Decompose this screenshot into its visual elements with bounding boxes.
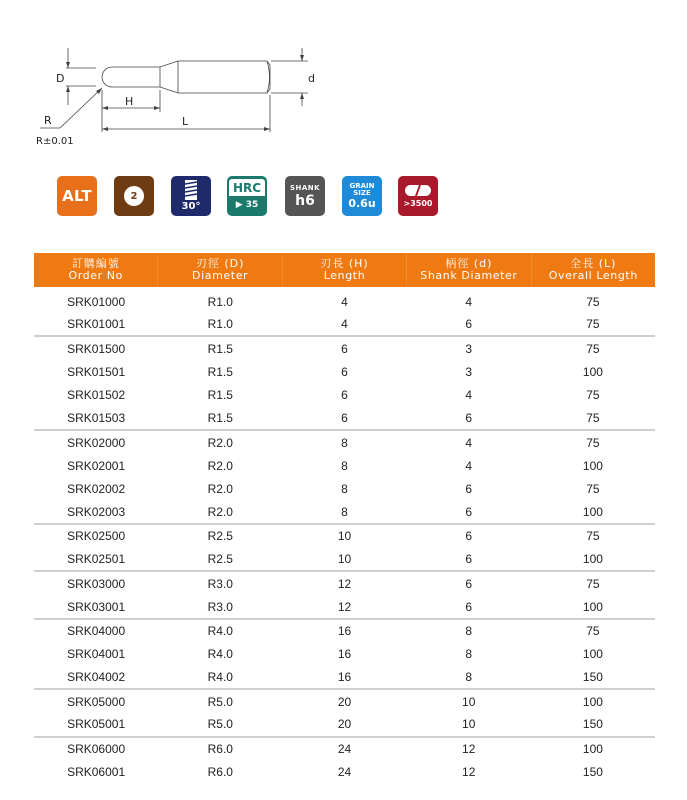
flute-count: 2: [124, 186, 144, 206]
table-row: [34, 478, 655, 501]
shank-diameter-cell: 6: [465, 599, 473, 614]
column-header: [283, 253, 407, 287]
drill-icon: [184, 180, 198, 200]
overall-length-cell: 100: [582, 694, 603, 709]
shank-diameter-cell: 4: [465, 458, 473, 473]
table-row: [34, 290, 655, 313]
table-row: [34, 713, 655, 737]
overall-length-cell: 75: [586, 317, 600, 332]
shank-diameter-cell: 12: [462, 742, 476, 757]
column-header-en: Diameter: [192, 269, 249, 282]
shank-diameter-cell: 6: [465, 317, 473, 332]
order-no-cell: SRK04001: [67, 647, 126, 662]
order-no-cell: SRK06001: [67, 765, 126, 780]
radius-label: R: [44, 114, 52, 127]
overall-length-label: L: [182, 115, 189, 128]
diameter-cell: R3.0: [207, 599, 233, 614]
tool-dimension-diagram: [30, 40, 330, 160]
overall-length-cell: 75: [586, 341, 600, 356]
length-cell: 12: [337, 599, 352, 614]
order-no-cell: SRK02003: [67, 504, 126, 519]
table-row: [34, 454, 655, 477]
table-row: [34, 313, 655, 337]
column-header-en: Length: [323, 269, 366, 282]
shank-diameter-cell: 6: [465, 411, 473, 426]
order-no-cell: SRK02501: [67, 552, 126, 567]
overall-length-cell: 75: [586, 435, 600, 450]
order-no-cell: SRK06000: [67, 742, 126, 757]
table-row: [34, 643, 655, 666]
table-row: [34, 337, 655, 360]
diameter-cell: R1.5: [207, 341, 233, 356]
diameter-cell: R6.0: [207, 765, 233, 780]
length-cell: 20: [337, 717, 352, 732]
tool-outline: [102, 61, 270, 93]
column-header-en: Order No: [68, 269, 123, 282]
table-row: [34, 407, 655, 431]
diameter-cell: R4.0: [207, 624, 233, 639]
overall-length-cell: 100: [582, 552, 603, 567]
diameter-cell: R5.0: [207, 717, 233, 732]
column-header: [34, 253, 158, 287]
overall-length-cell: 75: [586, 482, 600, 497]
overall-length-cell: 100: [582, 742, 603, 757]
length-cell: 8: [341, 504, 348, 519]
shank-diameter-cell: 3: [465, 341, 473, 356]
column-header-en: Overall Length: [548, 269, 638, 282]
length-cell: 20: [337, 694, 352, 709]
shank-diameter-cell: 6: [465, 576, 473, 591]
shank-diameter-cell: 4: [465, 435, 473, 450]
diameter-cell: R5.0: [207, 694, 233, 709]
table-row: [34, 525, 655, 548]
table-row: [34, 501, 655, 525]
radius-tolerance-label: R±0.01: [36, 136, 74, 147]
length-cell: 10: [337, 529, 352, 544]
order-no-cell: SRK02000: [67, 435, 126, 450]
column-header-zh: 訂購編號: [71, 257, 120, 270]
length-cell: 24: [337, 742, 352, 757]
overall-length-cell: 75: [586, 411, 600, 426]
shank-diameter-cell: 4: [465, 294, 473, 309]
table-row: [34, 384, 655, 407]
column-header: [407, 253, 531, 287]
diameter-cell: R1.5: [207, 411, 233, 426]
shank-diameter-cell: 6: [465, 504, 473, 519]
order-no-cell: SRK01500: [67, 341, 126, 356]
length-cell: 6: [341, 411, 348, 426]
two-flute-icon: [114, 176, 154, 216]
length-cell: 16: [337, 670, 352, 685]
shank-tolerance-icon: SHANK h6: [285, 176, 325, 216]
order-no-cell: SRK01503: [67, 411, 126, 426]
order-no-cell: SRK04002: [67, 670, 126, 685]
overall-length-cell: 75: [586, 576, 600, 591]
length-cell: 16: [337, 624, 352, 639]
specification-table: [34, 253, 655, 784]
diameter-cell: R2.0: [207, 435, 233, 450]
table-row: [34, 361, 655, 384]
diameter-cell: R6.0: [207, 742, 233, 757]
diameter-cell: R1.0: [207, 317, 233, 332]
table-row: [34, 548, 655, 572]
table-row: [34, 595, 655, 619]
shank-diameter-cell: 4: [465, 388, 473, 403]
shank-diameter-cell: 8: [465, 647, 473, 662]
length-cell: 6: [341, 341, 348, 356]
length-cell: 12: [337, 576, 352, 591]
overall-length-cell: 75: [586, 388, 600, 403]
hardness-icon: HRC ▶ 35: [227, 176, 267, 216]
diameter-cell: R2.5: [207, 529, 233, 544]
column-header: [532, 253, 655, 287]
diameter-cell: R3.0: [207, 576, 233, 591]
speed-icon: >3500: [398, 176, 438, 216]
shank-diameter-cell: 8: [465, 624, 473, 639]
overall-length-cell: 150: [582, 765, 603, 780]
column-header-zh: 刃長 (H): [320, 257, 369, 270]
column-header-en: Shank Diameter: [420, 269, 518, 282]
length-cell: 4: [341, 294, 348, 309]
order-no-cell: SRK01001: [67, 317, 126, 332]
overall-length-cell: 100: [582, 458, 603, 473]
column-header-zh: 刃徑 (D): [195, 257, 245, 270]
shank-diameter-cell: 3: [465, 365, 473, 380]
overall-length-cell: 75: [586, 529, 600, 544]
order-no-cell: SRK04000: [67, 624, 126, 639]
length-cell: 24: [337, 765, 352, 780]
diameter-cell: R4.0: [207, 647, 233, 662]
order-no-cell: SRK03001: [67, 599, 126, 614]
length-cell: 16: [337, 647, 352, 662]
overall-length-cell: 75: [586, 624, 600, 639]
order-no-cell: SRK02500: [67, 529, 126, 544]
shank-diameter-cell: 6: [465, 529, 473, 544]
shank-diameter-cell: 10: [462, 694, 476, 709]
diameter-cell: R1.0: [207, 294, 233, 309]
order-no-cell: SRK05000: [67, 694, 126, 709]
shank-diameter-cell: 6: [465, 552, 473, 567]
overall-length-cell: 150: [582, 670, 603, 685]
overall-length-cell: 150: [582, 717, 603, 732]
overall-length-cell: 100: [582, 599, 603, 614]
diameter-cell: R1.5: [207, 388, 233, 403]
diameter-cell: R2.0: [207, 458, 233, 473]
order-no-cell: SRK02002: [67, 482, 126, 497]
column-header: [158, 253, 282, 287]
length-label: H: [125, 95, 134, 108]
order-no-cell: SRK01501: [67, 365, 126, 380]
shank-diameter-cell: 8: [465, 670, 473, 685]
shank-diameter-cell: 10: [462, 717, 476, 732]
length-cell: 8: [341, 435, 348, 450]
length-cell: 4: [341, 317, 348, 332]
table-row: [34, 761, 655, 784]
column-header-zh: 柄徑 (d): [445, 257, 493, 270]
diameter-cell: R2.5: [207, 552, 233, 567]
diameter-cell: R2.0: [207, 482, 233, 497]
grain-size-icon: GRAIN SIZE 0.6u: [342, 176, 382, 216]
diameter-label: D: [56, 72, 65, 85]
length-cell: 8: [341, 482, 348, 497]
table-row: [34, 666, 655, 690]
order-no-cell: SRK02001: [67, 458, 126, 473]
table-row: [34, 572, 655, 595]
length-cell: 6: [341, 365, 348, 380]
order-no-cell: SRK01000: [67, 294, 126, 309]
diameter-cell: R1.5: [207, 365, 233, 380]
diameter-cell: R2.0: [207, 504, 233, 519]
table-header: [34, 253, 655, 287]
capsule-icon: [405, 185, 431, 196]
order-no-cell: SRK03000: [67, 576, 126, 591]
shank-diameter-label: d: [308, 72, 315, 85]
overall-length-cell: 100: [582, 504, 603, 519]
length-cell: 8: [341, 458, 348, 473]
length-cell: 6: [341, 388, 348, 403]
column-header-zh: 全長 (L): [570, 257, 617, 270]
diameter-cell: R4.0: [207, 670, 233, 685]
overall-length-cell: 100: [582, 365, 603, 380]
overall-length-cell: 100: [582, 647, 603, 662]
table-body: [34, 290, 655, 784]
order-no-cell: SRK05001: [67, 717, 126, 732]
order-no-cell: SRK01502: [67, 388, 126, 403]
length-cell: 10: [337, 552, 352, 567]
shank-diameter-cell: 12: [462, 765, 476, 780]
overall-length-cell: 75: [586, 294, 600, 309]
table-row: [34, 620, 655, 643]
alt-coating-icon: ALT: [57, 176, 97, 216]
shank-diameter-cell: 6: [465, 482, 473, 497]
table-row: [34, 738, 655, 761]
helix-angle-icon: 30°: [171, 176, 211, 216]
table-row: [34, 690, 655, 713]
table-row: [34, 431, 655, 454]
